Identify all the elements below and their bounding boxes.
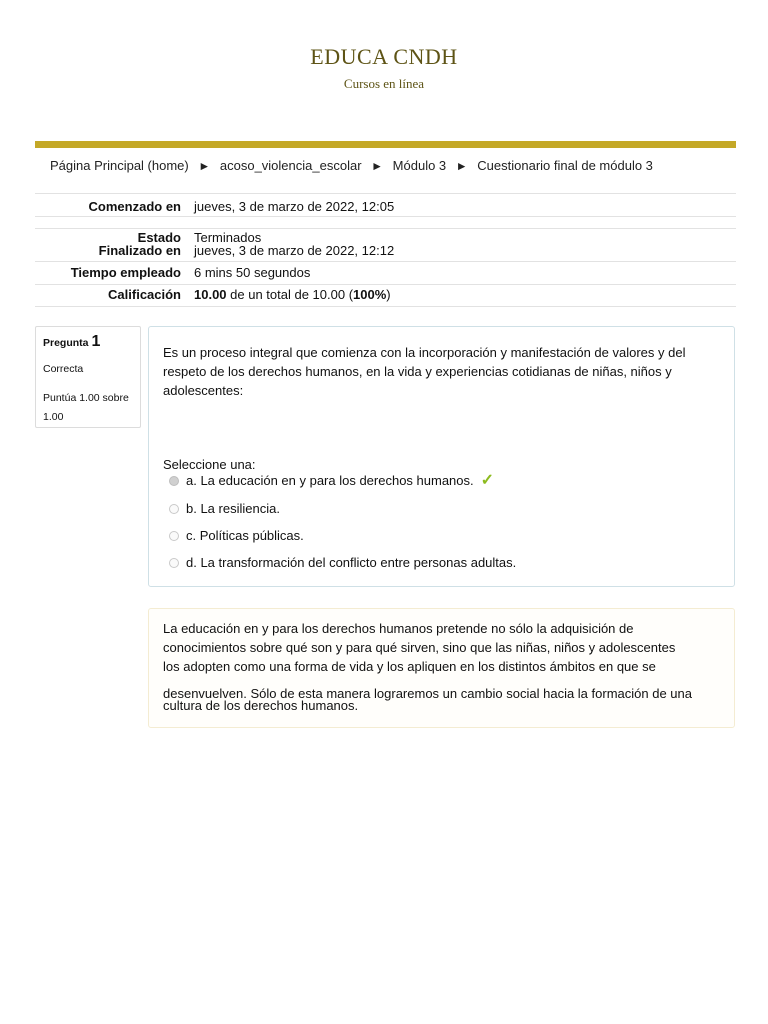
summary-divider — [35, 284, 736, 285]
summary-state-value: Terminados — [194, 230, 262, 245]
breadcrumb-separator-icon: ► — [455, 159, 468, 173]
feedback-line: los adopten como una forma de vida y los apliquen en los distintos ámbitos en que se — [163, 659, 656, 674]
answer-option-label: a. La educación en y para los derechos humanos. — [186, 473, 474, 488]
header-divider — [35, 141, 736, 148]
grade-score: 10.00 — [194, 287, 227, 302]
correct-check-icon: ✓ — [480, 472, 495, 489]
summary-divider — [35, 216, 736, 217]
breadcrumb-course[interactable]: acoso_violencia_escolar — [219, 158, 362, 173]
answer-option-d[interactable] — [169, 555, 516, 570]
summary-grade-value — [194, 287, 391, 302]
feedback-box — [148, 608, 735, 728]
answer-option-a[interactable] — [169, 473, 494, 488]
site-header — [0, 44, 768, 92]
answer-option-label: b. La resiliencia. — [186, 501, 280, 516]
breadcrumb-home[interactable]: Página Principal (home) — [50, 158, 189, 173]
question-state: Correcta — [43, 363, 84, 375]
answer-option-label: c. Políticas públicas. — [186, 528, 304, 543]
answer-option-b[interactable] — [169, 501, 280, 516]
question-number: 1 — [91, 333, 101, 350]
grade-close: ) — [386, 287, 391, 302]
breadcrumb — [50, 158, 740, 173]
feedback-line: cultura de los derechos humanos. — [163, 698, 359, 713]
question-grade: Puntúa 1.00 sobre 1.00 — [43, 392, 129, 423]
question-content — [148, 326, 735, 587]
summary-grade-label: Calificación — [108, 287, 181, 302]
summary-divider — [35, 193, 736, 194]
site-subtitle: Cursos en línea — [343, 76, 425, 91]
summary-time-label: Tiempo empleado — [70, 265, 181, 280]
feedback-line: desenvuelven. Sólo de esta manera lograremos un cambio social hacia la formación de una — [163, 686, 692, 701]
radio-button-selected[interactable] — [169, 476, 179, 486]
summary-divider — [35, 228, 736, 229]
summary-finished-label: Finalizado en — [98, 243, 181, 258]
question-label: Pregunta — [43, 337, 89, 349]
grade-percent: 100% — [353, 287, 387, 302]
question-info — [35, 326, 141, 428]
radio-button[interactable] — [169, 558, 179, 568]
breadcrumb-separator-icon: ► — [371, 159, 384, 173]
summary-started-label: Comenzado en — [88, 199, 181, 214]
summary-divider — [35, 261, 736, 262]
grade-total: de un total de 10.00 ( — [226, 287, 354, 302]
feedback-line: La educación en y para los derechos humanos pretende no sólo la adquisición de — [163, 621, 634, 636]
site-title[interactable]: EDUCA CNDH — [310, 44, 458, 69]
summary-time-value: 6 mins 50 segundos — [194, 265, 311, 280]
summary-divider — [35, 306, 736, 307]
breadcrumb-module[interactable]: Módulo 3 — [392, 158, 447, 173]
summary-started-value: jueves, 3 de marzo de 2022, 12:05 — [194, 199, 395, 214]
answer-prompt: Seleccione una: — [163, 457, 256, 472]
breadcrumb-separator-icon: ► — [198, 159, 211, 173]
summary-state-label: Estado — [137, 230, 181, 245]
summary-finished-value: jueves, 3 de marzo de 2022, 12:12 — [194, 243, 395, 258]
answer-option-c[interactable] — [169, 528, 304, 543]
radio-button[interactable] — [169, 531, 179, 541]
radio-button[interactable] — [169, 504, 179, 514]
answer-option-label: d. La transformación del conflicto entre personas adultas. — [186, 555, 517, 570]
feedback-line: conocimientos sobre qué son y para qué sirven, sino que las niñas, niños y adolescentes — [163, 640, 676, 655]
breadcrumb-quiz[interactable]: Cuestionario final de módulo 3 — [477, 158, 653, 173]
question-text: Es un proceso integral que comienza con la incorporación y manifestación de valores y del respeto de los derechos humanos, en la vida y experiencias cotidianas de niñas, niños y adolescentes: — [163, 345, 686, 398]
